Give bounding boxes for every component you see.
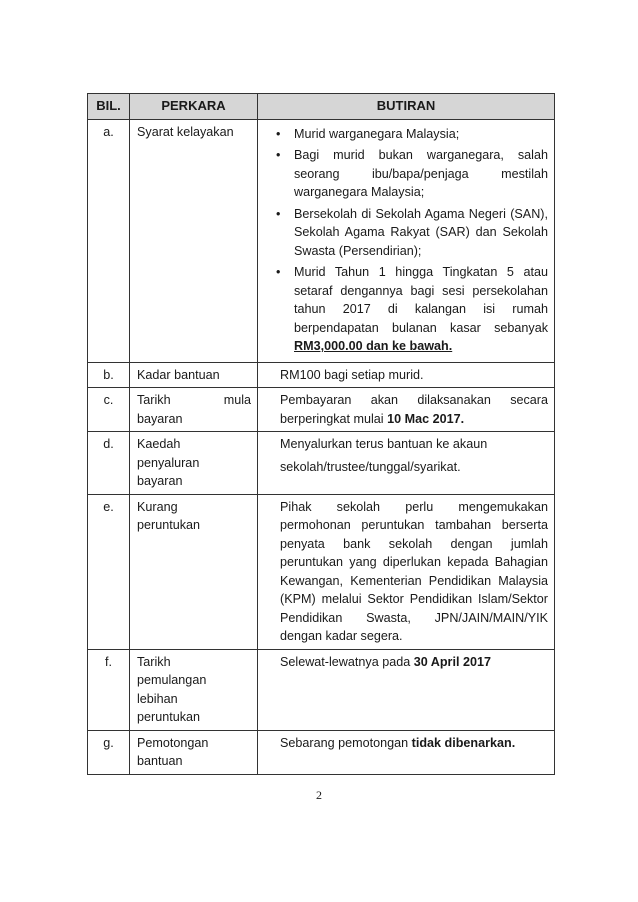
table-row — [88, 432, 555, 495]
perkara-line: bayaran — [137, 411, 183, 426]
row-bil: a. — [88, 119, 130, 362]
page-number: 2 — [316, 788, 322, 802]
perkara-line: pemulangan — [137, 673, 207, 687]
row-butiran: Pihak sekolah perlu mengemukakan permohonan peruntukan tambahan berserta penyata bank sekolah dengan jumlah peruntukan yang diperlukan kepada Bahagian Kewangan, Kementerian Pendidikan Malaysia (KPM) melalui Sektor Pendidikan Islam/Sektor Pendidikan Swasta, JPN/JAIN/MAIN/YIK dengan kadar segera. — [258, 494, 555, 649]
header-butiran: BUTIRAN — [258, 94, 555, 120]
row-bil: g. — [88, 730, 130, 774]
perkara-line: penyaluran — [137, 455, 200, 470]
butiran-text: Sebarang pemotongan — [280, 735, 409, 750]
list-item-text: Murid Tahun 1 hingga Tingkatan 5 atau setaraf dengannya bagi sesi persekolahan tahun 2017 di kalangan isi rumah berpendapatan bulanan kasar sebanyak — [294, 265, 548, 335]
table-header-row — [88, 94, 555, 120]
butiran-text: Selewat-lewatnya pada — [280, 654, 411, 669]
deduction-rule: tidak dibenarkan. — [411, 735, 516, 750]
list-item: • Bagi murid bukan warganegara, salah seorang ibu/bapa/penjaga mestilah warganegara Malaysia; — [276, 146, 548, 202]
row-perkara — [130, 432, 258, 495]
row-butiran — [258, 649, 555, 730]
list-item: • Murid warganegara Malaysia; — [276, 125, 548, 144]
perkara-line: lebihan — [137, 691, 178, 706]
row-bil: f. — [88, 649, 130, 730]
perkara-line: Pemotongan — [137, 735, 209, 750]
row-bil: e. — [88, 494, 130, 649]
row-perkara — [130, 730, 258, 774]
row-perkara — [130, 494, 258, 649]
perkara-word: Tarikh — [137, 393, 171, 407]
row-butiran — [258, 432, 555, 495]
perkara-line: Kaedah — [137, 437, 181, 451]
row-butiran — [258, 730, 555, 774]
row-perkara — [130, 649, 258, 730]
butiran-line: Menyalurkan terus bantuan ke akaun — [280, 437, 488, 451]
butiran-line: sekolah/trustee/tunggal/syarikat. — [280, 459, 461, 474]
table-row — [88, 362, 555, 388]
table-row — [88, 388, 555, 432]
header-bil: BIL. — [88, 94, 130, 120]
table-row — [88, 649, 555, 730]
payment-date: 10 Mac 2017. — [387, 411, 465, 426]
row-perkara — [130, 388, 258, 432]
income-threshold: RM3,000.00 dan ke bawah. — [294, 339, 453, 353]
row-bil: b. — [88, 362, 130, 388]
perkara-word: mula — [223, 393, 251, 407]
perkara-line: Tarikh — [137, 654, 171, 669]
perkara-line: peruntukan — [137, 710, 201, 724]
perkara-line: Kurang — [137, 499, 178, 514]
row-butiran: RM100 bagi setiap murid. — [258, 362, 555, 388]
bantuan-table — [87, 93, 555, 775]
perkara-line: bayaran — [137, 474, 183, 488]
butiran-text: Pembayaran akan dilaksanakan secara berperingkat mulai — [280, 393, 548, 426]
row-perkara: Syarat kelayakan — [130, 119, 258, 362]
header-perkara: PERKARA — [130, 94, 258, 120]
return-date: 30 April 2017 — [413, 654, 491, 669]
list-item — [276, 263, 548, 356]
perkara-line: bantuan — [137, 754, 183, 768]
row-bil: c. — [88, 388, 130, 432]
eligibility-list — [276, 125, 548, 356]
list-item: • Bersekolah di Sekolah Agama Negeri (SAN), Sekolah Agama Rakyat (SAR) dan Sekolah Swasta (Persendirian); — [276, 205, 548, 261]
table-row — [88, 494, 555, 649]
row-butiran — [258, 388, 555, 432]
table-row — [88, 730, 555, 774]
row-butiran — [258, 119, 555, 362]
row-bil: d. — [88, 432, 130, 495]
row-perkara: Kadar bantuan — [130, 362, 258, 388]
perkara-line: peruntukan — [137, 518, 201, 532]
table-row — [88, 119, 555, 362]
